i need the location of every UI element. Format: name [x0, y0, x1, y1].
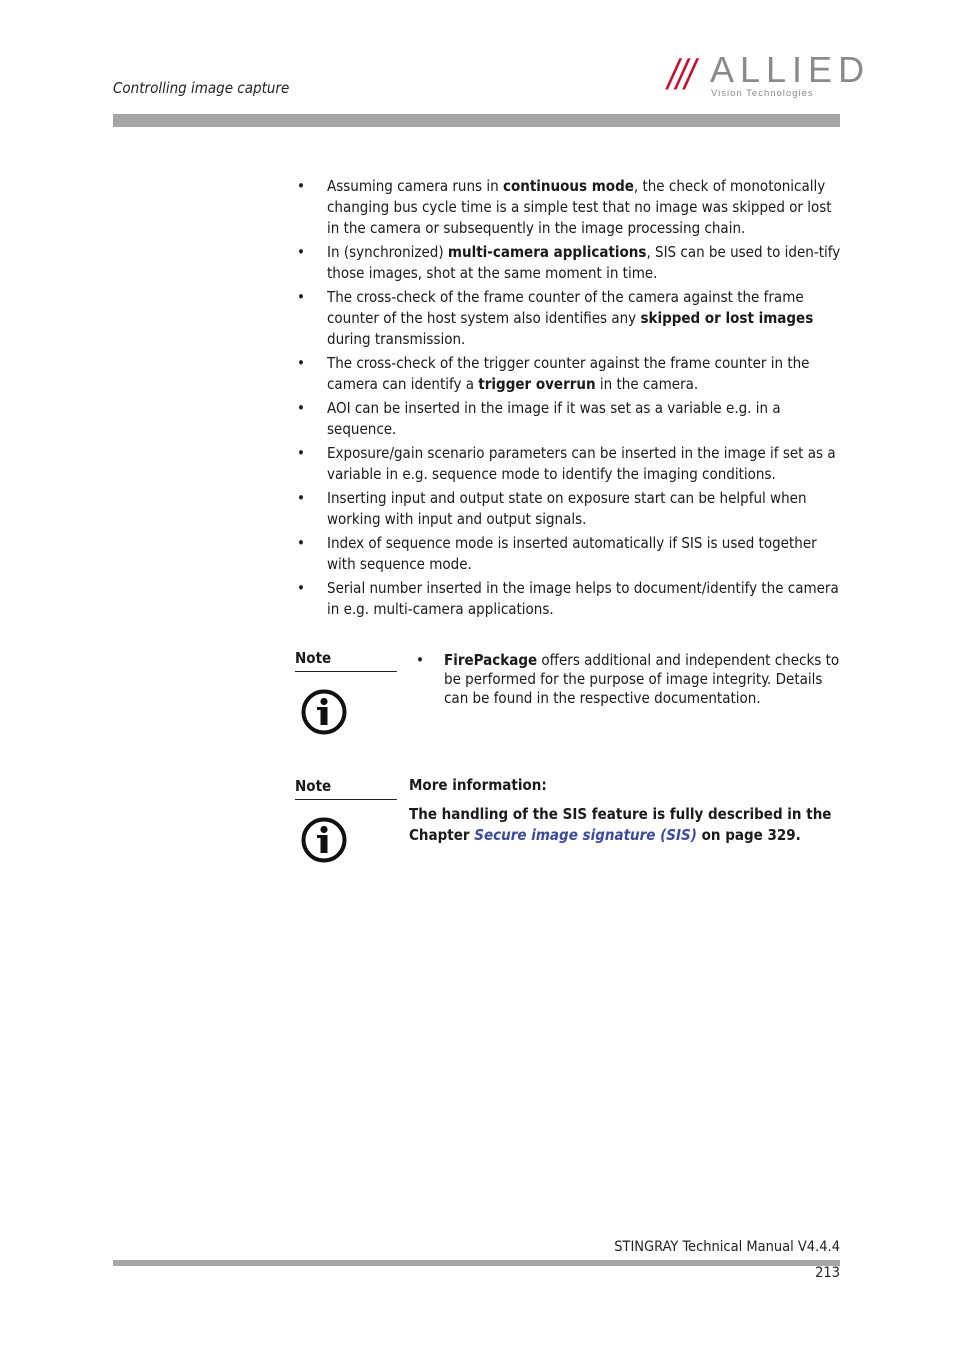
allied-logo [664, 49, 871, 100]
list-item [297, 533, 845, 575]
logo-subtitle: Vision Technologies [711, 88, 814, 99]
bullet-text: Serial number inserted in the image helps to document/identify the camera in e.g. multi-camera applications. [327, 579, 839, 618]
note-1-text [416, 651, 846, 708]
bold-term: trigger overrun [478, 375, 596, 393]
footer-rule [113, 1260, 840, 1266]
note-2-heading: More information: [409, 776, 547, 794]
list-item [297, 443, 845, 485]
bullet-marker: • [297, 444, 305, 462]
bullet-marker: • [297, 177, 305, 195]
bullet-text: The cross-check of the frame counter of the camera against the frame counter of the host system also identifies any [327, 288, 804, 327]
bullet-text: In (synchronized) [327, 243, 448, 261]
section-title: Controlling image capture [113, 79, 290, 97]
list-item [297, 176, 845, 239]
list-item [297, 398, 845, 440]
bullet-text: during transmission. [327, 330, 466, 348]
note-1-body: offers additional and independent checks to be performed for the purpose of image integrity. Details can be found in the respective documentation. [444, 651, 840, 707]
info-icon [301, 689, 347, 735]
list-item [297, 578, 845, 620]
bullet-text: The cross-check of the trigger counter against the frame counter in the camera can identify a [327, 354, 810, 393]
list-item [297, 242, 845, 284]
feature-bullet-list [297, 176, 845, 623]
bullet-text: AOI can be inserted in the image if it was set as a variable e.g. in a sequence. [327, 399, 781, 438]
note-2-body [409, 804, 849, 846]
bold-term: continuous mode [502, 177, 634, 195]
list-item [297, 488, 845, 530]
note-1-bullet: • [416, 651, 424, 669]
bullet-marker: • [297, 534, 305, 552]
note-2-text-before: The handling of the SIS feature is fully described in the Chapter [409, 805, 832, 844]
note-label-2: Note [295, 777, 397, 800]
list-item [297, 287, 845, 350]
page-number: 213 [815, 1265, 840, 1281]
bold-term: multi-camera applications [447, 243, 647, 261]
bullet-text: in the camera. [595, 375, 699, 393]
header-rule [113, 114, 840, 127]
bullet-marker: • [297, 243, 305, 261]
info-icon [301, 817, 347, 863]
list-item [297, 353, 845, 395]
bullet-text: , the check of monotonically changing bus cycle time is a simple test that no image was skipped or lost in the camera or subsequently in the image processing chain. [327, 177, 832, 237]
bullet-marker: • [297, 489, 305, 507]
bullet-text: Inserting input and output state on exposure start can be helpful when working with input and output signals. [327, 489, 807, 528]
note-2-text-after: on page 329. [696, 826, 801, 844]
sis-chapter-link[interactable]: Secure image signature (SIS) [474, 826, 697, 844]
bullet-marker: • [297, 399, 305, 417]
bullet-marker: • [297, 579, 305, 597]
manual-title: STINGRAY Technical Manual V4.4.4 [614, 1239, 840, 1255]
bullet-text: Assuming camera runs in [327, 177, 503, 195]
bullet-text: Index of sequence mode is inserted automatically if SIS is used together with sequence mode. [327, 534, 817, 573]
logo-name: ALLIED [710, 49, 871, 90]
bullet-marker: • [297, 354, 305, 372]
note-label-1: Note [295, 649, 397, 672]
bullet-marker: • [297, 288, 305, 306]
bold-term: skipped or lost images [640, 309, 814, 327]
bullet-text: Exposure/gain scenario parameters can be inserted in the image if set as a variable in e.g. sequence mode to identify the imaging conditions. [327, 444, 836, 483]
bullet-text: , SIS can be used to iden-tify those images, shot at the same moment in time. [327, 243, 841, 282]
firepackage-term: FirePackage [444, 651, 538, 669]
logo-slashes: /// [664, 51, 698, 95]
